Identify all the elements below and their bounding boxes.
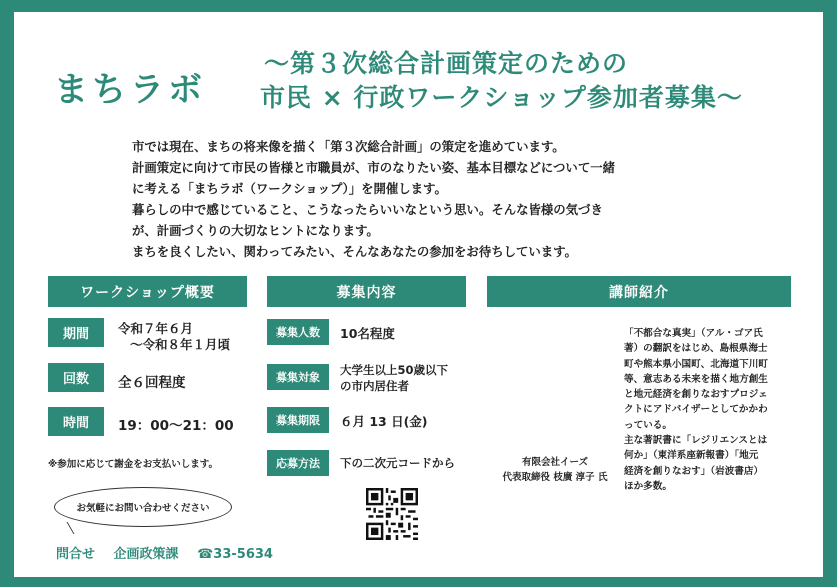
lecturer-name: 代表取締役 枝廣 淳子 氏	[502, 472, 608, 483]
intro-line: 暮らしの中で感じていること、こうなったらいいなという思い。そんな皆様の気づき	[132, 202, 603, 217]
bio-line: クトにアドバイザーとしてかかわ	[624, 404, 768, 416]
contact-label: 問合せ	[56, 547, 96, 562]
intro-line: まちを良くしたい、関わってみたい、そんなあなたの参加をお待ちしています。	[132, 244, 577, 259]
honorarium-note: ※参加に応じて謝金をお支払いします。	[48, 459, 218, 470]
count-value: 全６回程度	[118, 375, 186, 391]
intro-line: 市では現在、まちの将来像を描く「第３次総合計画」の策定を進めています。	[132, 139, 565, 154]
recruit-header: 募集内容	[267, 276, 466, 307]
speech-bubble: お気軽にお問い合わせください	[54, 487, 232, 527]
contact-phone[interactable]: ☎33-5634	[197, 547, 273, 562]
intro-line: が、計画づくりの大切なヒントになります。	[132, 223, 379, 238]
period-line-2: 〜令和８年１月頃	[130, 337, 231, 352]
time-value: 19：00〜21：00	[118, 418, 234, 434]
bio-line: 等、意志ある未来を描く地方創生	[624, 373, 768, 385]
intro-line: に考える「まちラボ（ワークショップ）」を開催します。	[132, 181, 447, 196]
time-label: 時間	[48, 407, 104, 436]
count-label: 回数	[48, 363, 104, 392]
logo-text: まちラボ	[54, 70, 206, 110]
period-label: 期間	[48, 318, 104, 347]
bio-line: 主な著訳書に「レジリエンスとは	[624, 435, 768, 447]
method-label: 応募方法	[267, 450, 329, 476]
lecturer-org	[490, 455, 620, 485]
overview-header: ワークショップ概要	[48, 276, 247, 307]
speech-bubble-tail	[67, 522, 87, 534]
deadline-label: 募集期限	[267, 407, 329, 433]
deadline-value: ６月 13 日(金)	[340, 414, 428, 429]
bio-line: 著）の翻訳をはじめ、島根県海士	[624, 343, 768, 355]
bio-line: 経済を創りなおす」（岩波書店）	[624, 465, 764, 477]
intro-line: 計画策定に向けて市民の皆様と市職員が、市のなりたい姿、基本目標などについて一緒	[132, 160, 615, 175]
poster	[14, 12, 823, 577]
bio-line: 町や熊本県小国町、北海道下川町	[624, 358, 768, 370]
num-value: 10名程度	[340, 326, 395, 341]
method-value: 下の二次元コードから	[340, 456, 455, 470]
num-label: 募集人数	[267, 319, 329, 345]
bio-line: っている。	[624, 419, 672, 431]
target-line-2: の市内居住者	[340, 379, 409, 393]
qr-code[interactable]	[366, 488, 418, 540]
intro-text	[132, 136, 722, 262]
period-line-1: 令和７年６月	[118, 321, 194, 336]
bio-line: ほか多数。	[624, 480, 672, 492]
lecturer-header: 講師紹介	[487, 276, 791, 307]
title-line-1: 〜第３次総合計画策定のための	[264, 49, 629, 78]
lecturer-bio	[624, 326, 796, 494]
bio-line: と地元経済を創りなおすプロジェ	[624, 389, 768, 401]
bio-line: 何か」（東洋系座新報書）「地元	[624, 450, 759, 462]
target-label: 募集対象	[267, 364, 329, 390]
contact-dept: 企画政策課	[113, 547, 179, 562]
target-line-1: 大学生以上50歳以下	[340, 363, 449, 377]
lecturer-org-name: 有限会社イーズ	[521, 457, 589, 468]
contact-info	[56, 543, 287, 562]
bio-line: 「不都合な真実」（アル・ゴア氏	[624, 328, 763, 339]
title-line-2: 市民 × 行政ワークショップ参加者募集〜	[260, 83, 743, 112]
